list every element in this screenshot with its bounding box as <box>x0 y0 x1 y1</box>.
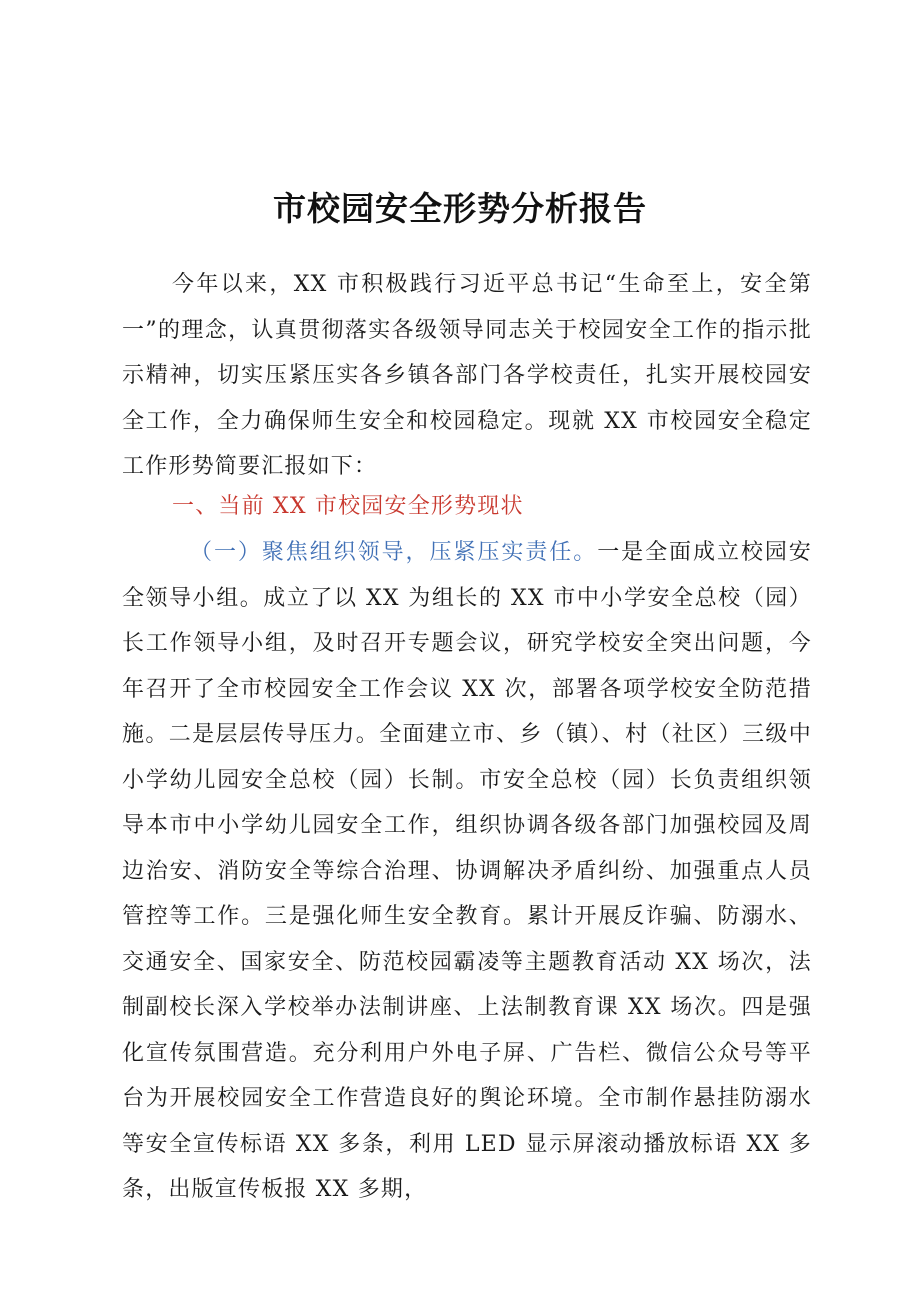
section-heading: 一、当前 XX 市校园安全形势现状 <box>172 494 524 519</box>
intro-paragraph: 今年以来，XX 市积极践行习近平总书记“生命至上，安全第一”的理念，认真贯彻落实各级领导同志关于校园安全工作的指示批示精神，切实压紧压实各乡镇各部门各学校责任，扎实开展校园安全工作，全力确保师生安全和校园稳定。现就 XX 市校园安全稳定工作形势简要汇报如下： <box>122 272 812 479</box>
subsection-heading: （一）聚焦组织领导，压紧压实责任。 <box>190 540 598 565</box>
document-title: 市校园安全形势分析报告 <box>273 189 647 228</box>
subsection-body: 一是全面成立校园安全领导小组。成立了以 XX 为组长的 XX 市中小学安全总校（园）长工作领导小组，及时召开专题会议，研究学校安全突出问题，今年召开了全市校园安全工作会议 XX 次，部署各项学校安全防范措施。二是层层传导压力。全面建立市、乡（镇）、村（社区）三级中小学幼儿园安全总校（园）长制。市安全总校（园）长负责组织领导本市中小学幼儿园安全工作，组织协调各级各部门加强校园及周边治安、消防安全等综合治理、协调解决矛盾纠纷、加强重点人员管控等工作。三是强化师生安全教育。累计开展反诈骗、防溺水、交通安全、国家安全、防范校园霸凌等主题教育活动 XX 场次，法制副校长深入学校举办法制讲座、上法制教育课 XX 场次。四是强化宣传氛围营造。充分利用户外电子屏、广告栏、微信公众号等平台为开展校园安全工作营造良好的舆论环境。全市制作悬挂防溺水等安全宣传标语 XX 多条，利用 LED 显示屏滚动播放标语 XX 多条，出版宣传板报 XX 多期， <box>122 540 812 1202</box>
subsection-paragraph <box>122 530 812 1213</box>
